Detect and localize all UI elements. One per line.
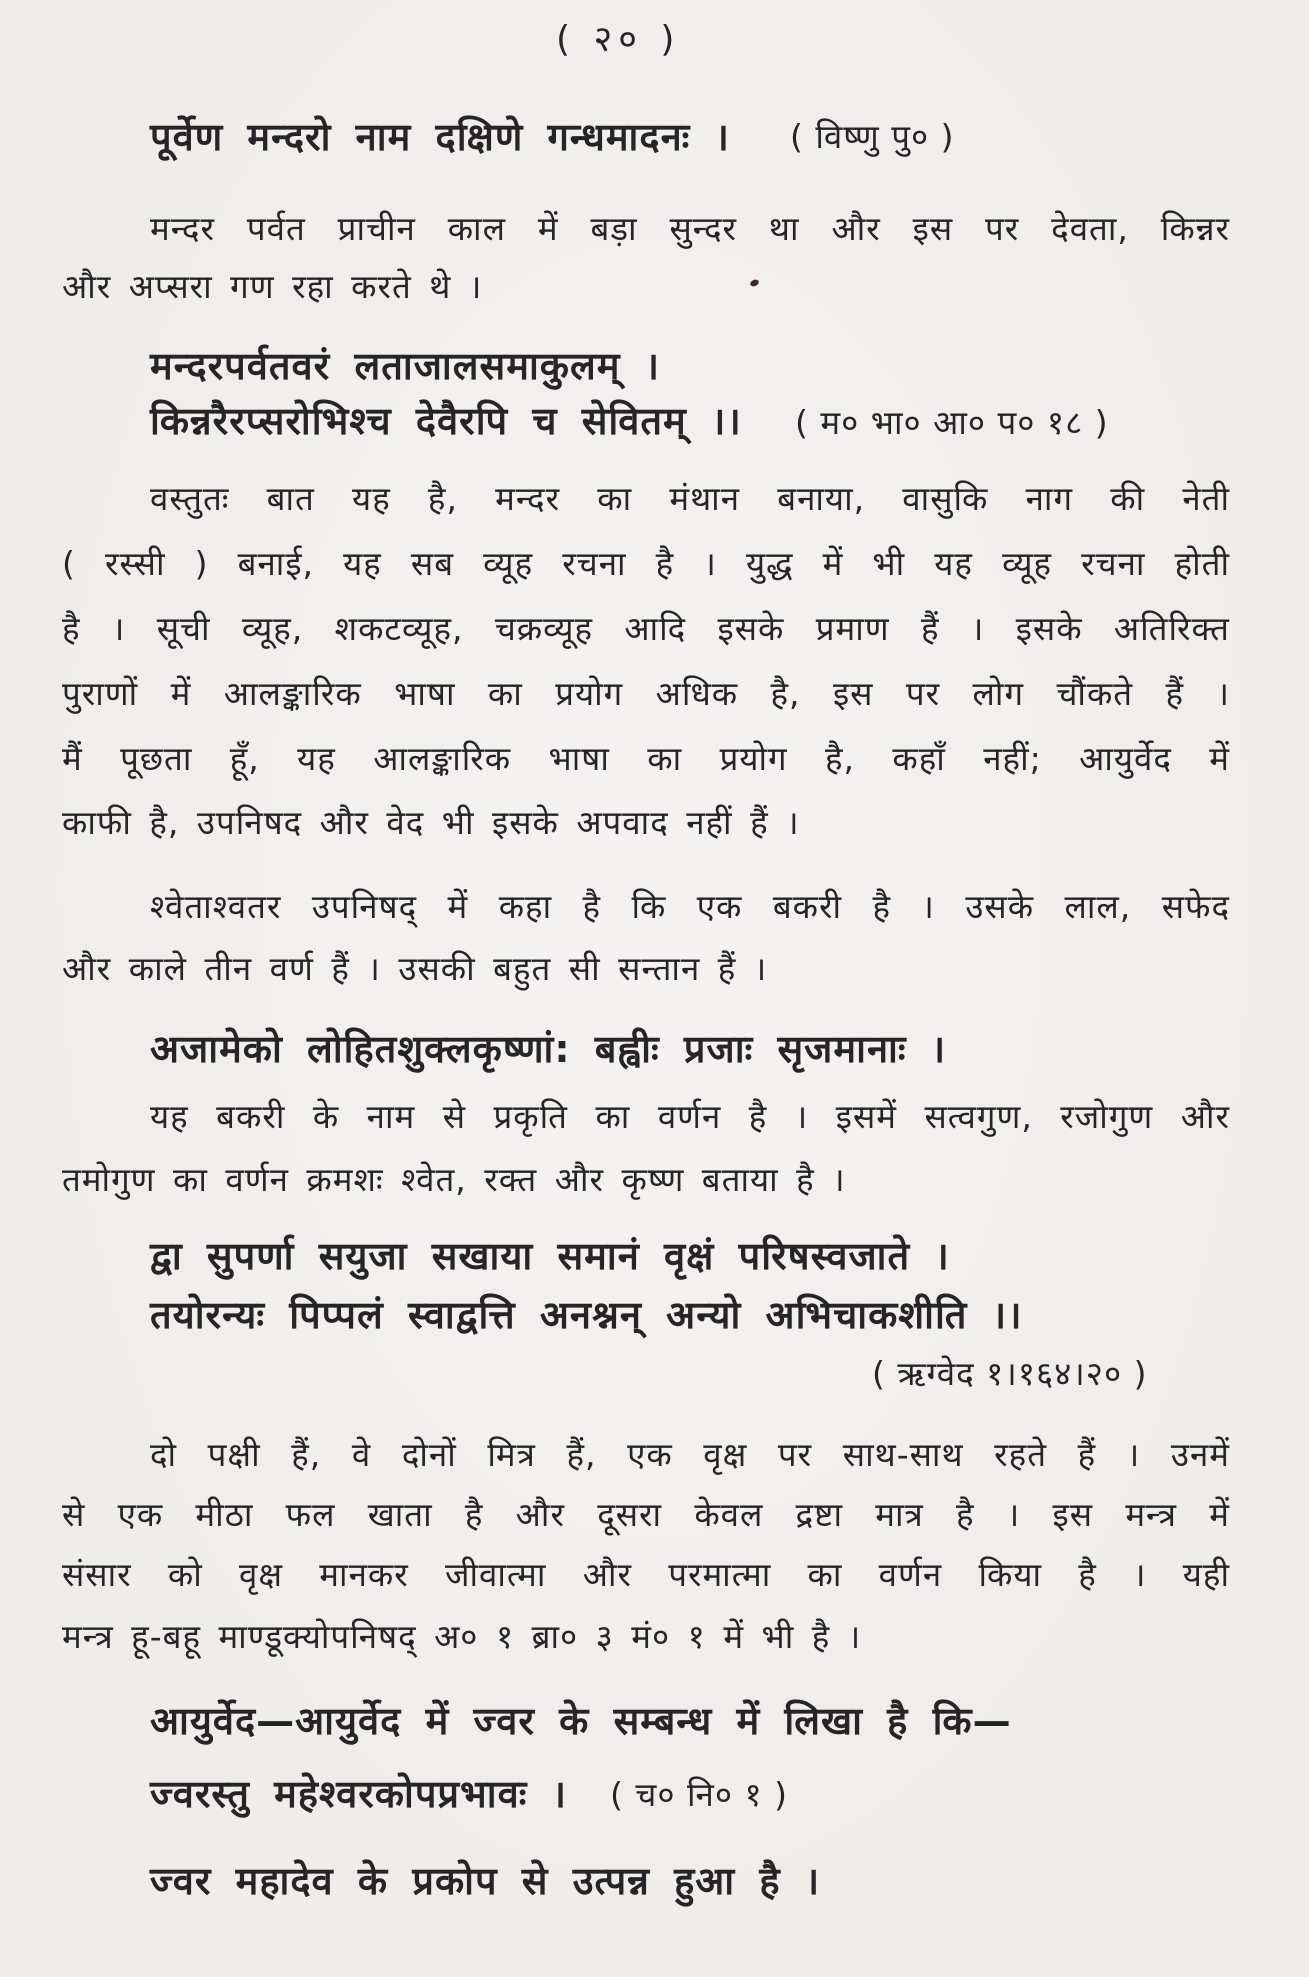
verse-charaka: ज्वरस्तु महेश्वरकोपप्रभावः । (150, 1772, 568, 1816)
paragraph-line: तमोगुण का वर्णन क्रमशः श्वेत, रक्त और कृष्ण बताया है । (62, 1160, 846, 1199)
paragraph-line: दो पक्षी हैं, वे दोनों मित्र हैं, एक वृक्ष पर साथ-साथ रहते हैं । उनमें (150, 1435, 1230, 1474)
ink-speck (749, 278, 760, 287)
paragraph-line: मन्दर पर्वत प्राचीन काल में बड़ा सुन्दर था और इस पर देवता, किन्नर (150, 209, 1230, 248)
verse-line: किन्नरैरप्सरोभिश्च देवैरपि च सेवितम् ।। (150, 399, 742, 443)
paragraph-line: और काले तीन वर्ण हैं । उसकी बहुत सी सन्तान हैं । (62, 949, 768, 988)
closing-line: ज्वर महादेव के प्रकोप से उत्पन्न हुआ है । (150, 1859, 821, 1903)
verse-line: तयोरन्यः पिप्पलं स्वाद्वत्ति अनश्नन् अन्यो अभिचाकशीति ।। (150, 1293, 1023, 1337)
verse-line: द्वा सुपर्णा सयुजा सखाया समानं वृक्षं परिषस्वजाते । (150, 1234, 950, 1278)
paragraph-line: श्वेताश्वतर उपनिषद् में कहा है कि एक बकरी है । उसके लाल, सफेद (150, 887, 1230, 926)
verse-shvetashvatara: अजामेको लोहितशुक्लकृष्णां: बह्वीः प्रजाः सृजमानाः । (150, 1027, 947, 1071)
paragraph-line: मन्त्र हू-बहू माण्डूक्योपनिषद् अ० १ ब्रा० ३ मं० १ में भी है । (62, 1617, 862, 1656)
paragraph-line: पुराणों में आलङ्कारिक भाषा का प्रयोग अधिक है, इस पर लोग चौंकते हैं । (62, 674, 1230, 713)
paragraph-line: और अप्सरा गण रहा करते थे । (62, 267, 483, 306)
paragraph-line: ( रस्सी ) बनाई, यह सब व्यूह रचना है । युद्ध में भी यह व्यूह रचना होती (62, 544, 1230, 583)
page-number: ( २० ) (556, 19, 681, 60)
paragraph-line: संसार को वृक्ष मानकर जीवात्मा और परमात्मा का वर्णन किया है । यही (62, 1555, 1230, 1594)
paragraph-line: यह बकरी के नाम से प्रकृति का वर्णन है । इसमें सत्वगुण, रजोगुण और (150, 1097, 1230, 1136)
paragraph-line: से एक मीठा फल खाता है और दूसरा केवल द्रष्टा मात्र है । इस मन्त्र में (62, 1495, 1230, 1534)
paragraph-line: मैं पूछता हूँ, यह आलङ्कारिक भाषा का प्रयोग है, कहाँ नहीं; आयुर्वेद में (62, 739, 1230, 778)
ayurveda-heading: आयुर्वेद—आयुर्वेद में ज्वर के सम्बन्ध में लिखा है कि— (150, 1699, 1012, 1743)
reference-vishnu-purana: ( विष्णु पु० ) (790, 117, 955, 156)
reference-mahabharata: ( म० भा० आ० प० १८ ) (795, 403, 1109, 442)
paragraph-line: है । सूची व्यूह, शकटव्यूह, चक्रव्यूह आदि इसके प्रमाण हैं । इसके अतिरिक्त (62, 609, 1230, 648)
paragraph-line: वस्तुतः बात यह है, मन्दर का मंथान बनाया, वासुकि नाग की नेती (150, 479, 1230, 518)
reference-rigveda: ( ऋग्वेद १।१६४।२० ) (872, 1354, 1148, 1393)
paragraph-line: काफी है, उपनिषद और वेद भी इसके अपवाद नहीं हैं । (62, 803, 800, 842)
verse-line: मन्दरपर्वतवरं लताजालसमाकुलम् । (150, 344, 661, 388)
reference-charaka: ( च० नि० १ ) (610, 1775, 789, 1814)
verse-vishnu-purana: पूर्वेण मन्दरो नाम दक्षिणे गन्धमादनः । (150, 115, 730, 159)
